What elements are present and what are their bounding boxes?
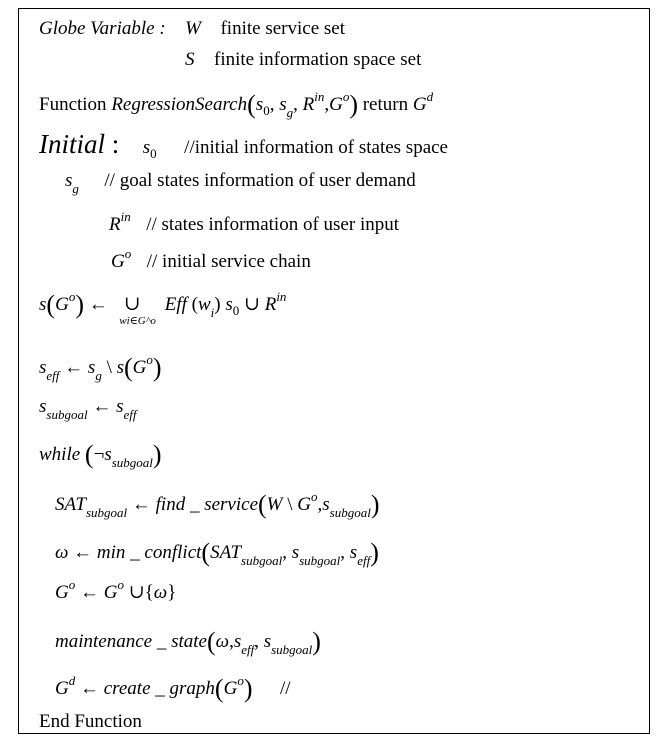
globe-variable-keyword: Globe Variable [39,18,155,39]
w-description: finite service set [220,18,345,39]
find-service-function: find _ service [155,494,258,515]
eff-function: Eff [164,294,187,315]
line-ssubgoal: $s_{subgoal}$ ← $s_{eff}$ [39,396,137,422]
function-keyword: Function [39,94,107,115]
symbol-S: S [185,49,195,70]
return-keyword: return [362,94,409,115]
min-conflict-function: min _ conflict [96,542,202,563]
symbol-W: W [185,18,201,39]
graph-comment: // [279,678,291,699]
line-s-go: $s(G^o)$ ← ∪ wi∈G^o Eff $(w_i)$ $s_0$ ∪ $R^{in}$ [39,289,287,327]
rin-comment: // states information of user input [146,214,399,235]
initial-comment: //initial information of states space [184,137,448,158]
line-sat: $SAT_{subgoal}$ ← find _ service(W \ $G^o,s_{subgoal}$) [55,489,380,520]
s-description: finite information space set [214,49,422,70]
line-sg: $s_g$ // goal states information of user demand [65,170,416,196]
line-end-function [39,712,142,731]
create-graph-function: create _ graph [103,678,215,699]
line-create-graph: $G^d$ ← create _ $graph(G^o)$ // [55,673,291,703]
initial-keyword: Initial [39,129,105,159]
line-omega: ω ← min _ $conflict(SAT_{subgoal}$, $s_{subgoal}$, $s_{eff}$) [55,538,379,568]
big-union: ∪ wi∈G^o [119,293,156,327]
end-function-keyword: End Function [39,711,142,732]
line-while: while $(\neg s_{subgoal})$ [39,440,162,470]
maintenance-state-function: maintenance _ state [55,631,207,652]
line-initial: Initial : $s_0$ //initial information of states space [39,129,448,161]
line-global-w: Globe Variable : W finite service set [39,18,345,39]
line-union: $G^o$ ← $G^o$ ∪{ω} [55,577,177,603]
line-seff: $s_{eff}$ ← $s_g$ \ $s(G^o)$ [39,352,162,383]
line-function: Function $RegressionSearch(s_0$, $s_g$, $R^{in},G^o$) return $G^d$ [39,89,434,120]
union-index: wi∈G^o [119,315,156,327]
go-comment: // initial service chain [146,251,311,272]
line-go: $G^o$ // initial service chain [111,246,311,272]
line-rin: $R^{in}$ // states information of user input [109,209,399,235]
line-global-s [185,50,421,69]
algorithm-frame [18,8,650,734]
sg-comment: // goal states information of user demand [104,170,416,191]
while-keyword: while [39,444,81,465]
line-maintenance: maintenance _ $state(\omega,s_{eff}$, $s_{subgoal}$) [55,627,321,657]
assign-arrow: ← [88,294,108,315]
function-name: RegressionSearch [111,94,248,115]
